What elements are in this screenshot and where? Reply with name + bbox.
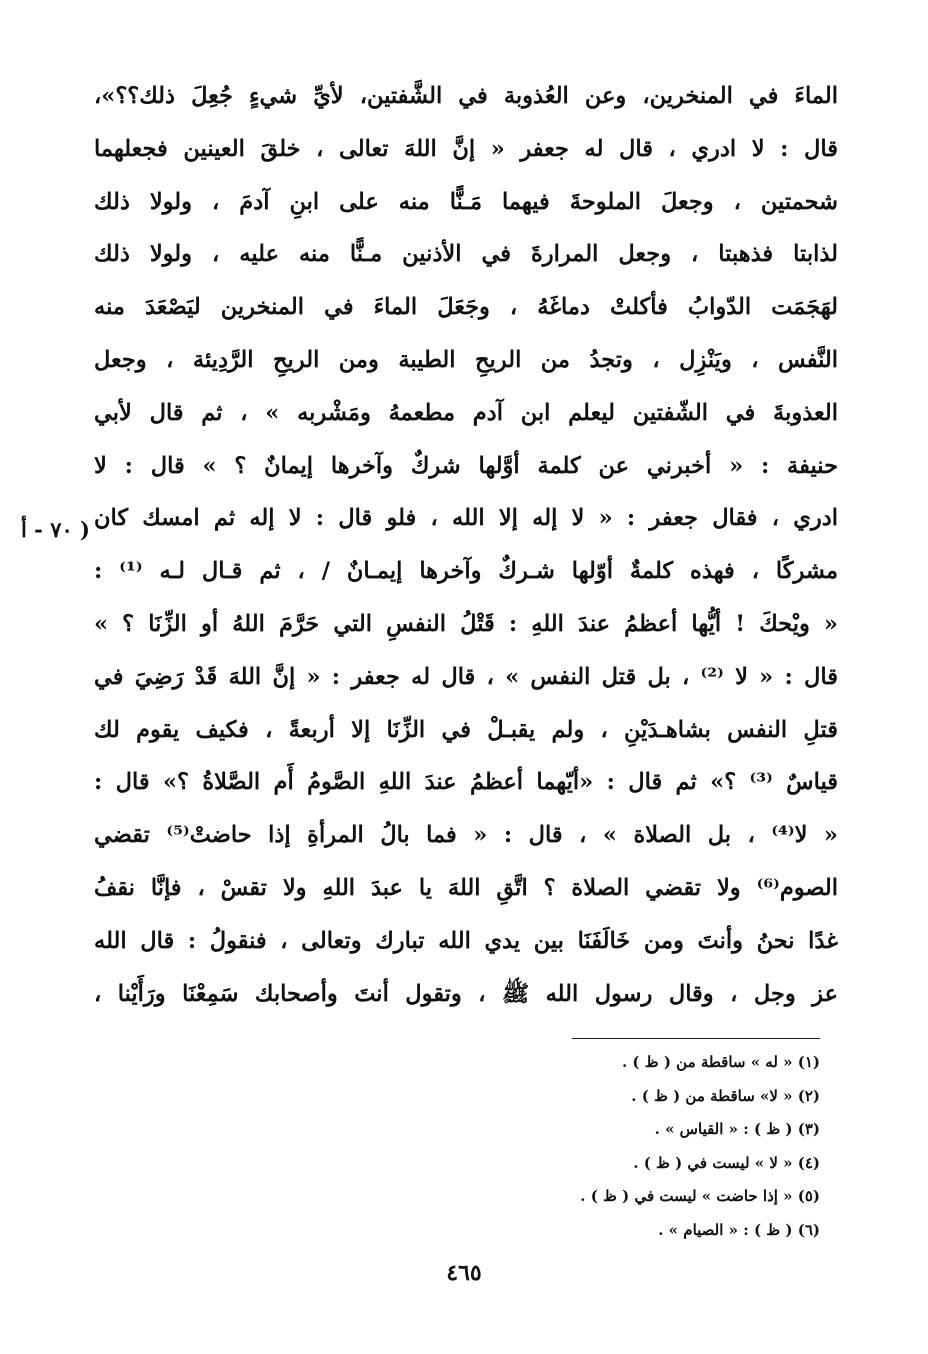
footnote: (٥) « إذا حاضت » ليست في ( ظ ) . (580, 1187, 820, 1205)
footnotes-block (400, 1046, 820, 1247)
footnote: (٣) ( ظ ) : « القياس » . (654, 1120, 820, 1138)
footnote: (١) « له » ساقطة من ( ظ ) . (621, 1053, 820, 1071)
text-line: حنيفة : « أخبرني عن كلمة أوَّلها شركٌ وآخرها إيمانٌ ؟ » قال : لا (94, 452, 838, 479)
text-line: غدًا نحنُ وأنتَ ومن خَالَفَنَا بين يدي الله تبارك وتعالى ، فنقولُ : قال الله (94, 927, 838, 954)
text-line: الصوم⁽⁶⁾ ولا تقضي الصلاة ؟ اتَّقِ اللهَ يا عبدَ اللهِ ولا تقسْ ، فإنَّا نقفُ (94, 874, 838, 901)
footnote: (٢) « لا» ساقطة من ( ظ ) . (631, 1086, 820, 1105)
text-line: مشركًا ، فهذه كلمةٌ أوّلها شـركٌ وآخرها إيمـانٌ / ، ثم قـال لـه ⁽¹⁾ : (94, 558, 838, 585)
text-line: عز وجل ، وقال رسول الله ﷺ ، وتقول أنتَ وأصحابك سَمِعْنَا ورَأَيْنا ، (94, 980, 838, 1007)
text-line: الماءَ في المنخرين، وعن العُذوبة في الشَّفتين، لأيِّ شيءٍ جُعِلَ ذلك؟؟»، (94, 83, 838, 109)
text-line: العذوبةَ في الشّفتين ليعلم ابن آدم مطعمهُ ومَشْربه » ، ثم قال لأبي (94, 399, 838, 426)
manuscript-folio-reference: ( ٧٠ - أ (21, 517, 90, 542)
text-line: قال : « لا ⁽²⁾ ، بل قتل النفس » ، قال له جعفر : « إنَّ اللهَ قَدْ رَضِيَ في (94, 663, 838, 690)
text-line: لذابتا فذهبتا ، وجعل المرارةَ في الأذنين مـنًّا منه عليه ، ولولا ذلك (94, 241, 838, 268)
text-line: « ويْحكَ ! أيُّها أعظمُ عندَ اللهِ : قَتْلُ النفسِ التي حَرَّمَ اللهُ أو الزِّنَا ؟ » (94, 610, 838, 637)
footnote: (٤) « لا » ليست في ( ظ ) . (633, 1153, 820, 1172)
text-line: قال : لا ادري ، قال له جعفر « إنَّ اللهَ تعالى ، خلقَ العينين فجعلهما (94, 135, 838, 162)
footnote-separator (572, 1038, 820, 1039)
text-line: لهَجَمَت الدّوابُ فأكلتْ دماغَهُ ، وجَعَلَ الماءَ في المنخرين ليَصْعَدَ منه (94, 294, 838, 321)
text-line: قياسٌ ⁽³⁾ ؟» ثم قال : «أيّهما أعظمُ عندَ اللهِ الصَّومُ أَم الصَّلاةُ ؟» قال : (94, 769, 838, 796)
text-line: شحمتين ، وجعلَ الملوحةَ فيهما مَـنًّا منه على ابنِ آدمَ ، ولولا ذلك (94, 188, 838, 215)
text-line: النَّفس ، ويَنْزِل ، وتجدُ من الريحِ الطيبة ومن الريحِ الرَّدِيئة ، وجعل (94, 346, 838, 373)
text-line: « لا⁽⁴⁾ ، بل الصلاة » ، قال : « فما بالُ المرأةِ إذا حاضتْ⁽⁵⁾ تقضي (94, 822, 838, 849)
text-line: قتلِ النفس بشاهـدَيْنِ ، ولم يقبـلْ في الزِّنَا إلا أربعةً ، فكيف يقوم لك (94, 716, 838, 743)
page-number: ٤٦٥ (446, 1260, 482, 1286)
text-line: ادري ، فقال جعفر : « لا إله إلا الله ، فلو قال : لا إله ثم امسك كان (94, 505, 838, 532)
footnote: (٦) ( ظ ) : « الصيام » . (658, 1220, 820, 1239)
main-text-block (94, 70, 838, 1020)
